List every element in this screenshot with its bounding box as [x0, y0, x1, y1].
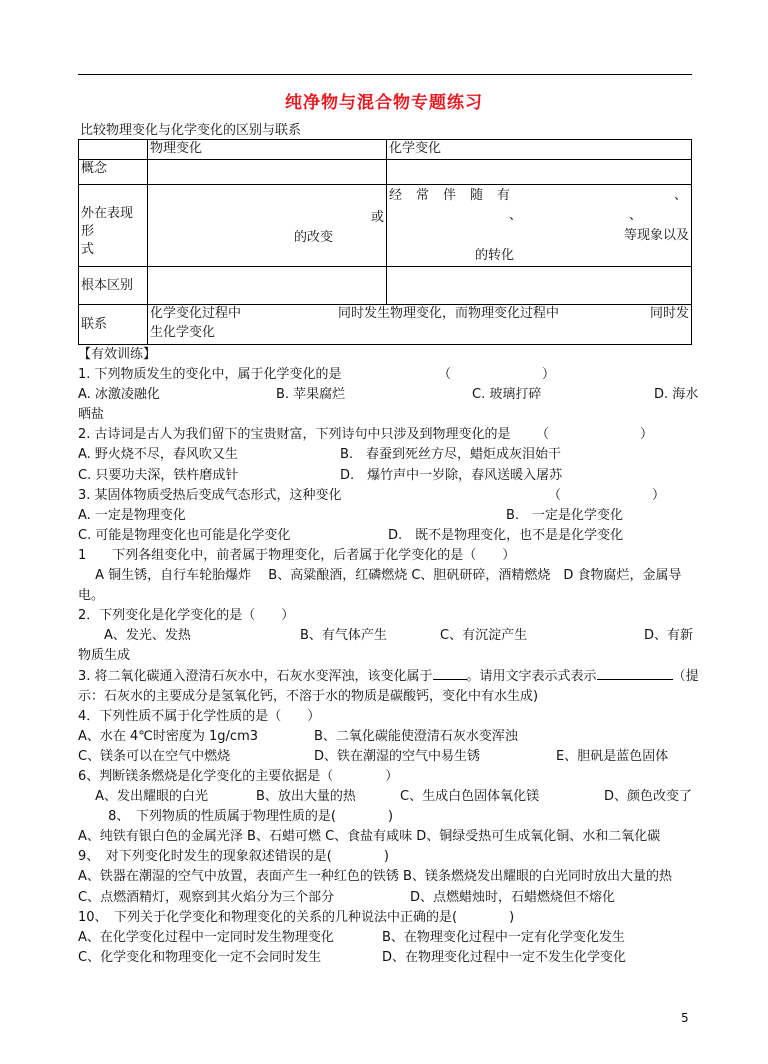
link-part2: 同时发生物理变化，而物理变化过程中 [338, 306, 560, 321]
question-line: 1 下列各组变化中，前者属于物理变化，后者属于化学变化的是（ ） [78, 547, 516, 563]
cell-concept-chemical [387, 160, 692, 185]
options-line: C、点燃酒精灯，观察到其火焰分为三个部分 D、点燃蜡烛时，石蜡燃烧但不熔化 [78, 889, 616, 905]
header-rule [78, 74, 692, 75]
chem-line3-text: 等现象以及 [623, 228, 689, 243]
chem-line4-text: 的转化 [475, 248, 515, 263]
question-line: 4．下列性质不属于化学性质的是（ ） [78, 708, 321, 724]
options-line: A 铜生锈，自行车轮胎爆炸 B、高粱酿酒，红磷燃烧 C、胆矾研碎，酒精燃烧 D 食物腐烂，金属导 [78, 568, 682, 584]
phys-or-text: 或 [370, 210, 384, 225]
text-line: 晒盐 [78, 407, 105, 423]
link-part3: 同时发 [649, 306, 689, 321]
options-line: A. 野火烧不尽，春风吹又生 B. 春蚕到死丝方尽，蜡炬成灰泪始干 [78, 447, 562, 463]
page-title: 纯净物与混合物专题练习 [285, 93, 483, 113]
options-line: C. 可能是物理变化也可能是化学变化 D. 既不是物理变化，也不是是化学变化 [78, 527, 624, 543]
row-appearance-label: 外在表现形 式 [79, 185, 148, 267]
question-line: 8、 下列物质的性质属于物理性质的是( ) [78, 809, 394, 825]
question-line: 3. 某固体物质受热后变成气态形式，这种变化 （ ） [78, 487, 666, 503]
cell-appearance-chemical [387, 185, 692, 267]
phys-change-text: 的改变 [294, 230, 334, 245]
text-line: 电。 [78, 588, 105, 604]
options-line: A. 冰激凌融化 B. 苹果腐烂 C. 玻璃打碎 D. 海水 [78, 387, 699, 403]
cell-link [148, 305, 692, 345]
options-line: A、铁器在潮湿的空气中放置，表面产生一种红色的铁锈 B、镁条燃烧发出耀眼的白光同时放出大量的热 [78, 869, 672, 885]
table-corner [79, 140, 148, 160]
question-line: 6、判断镁条燃烧是化学变化的主要依据是（ ） [78, 768, 399, 784]
section-heading: 【有效训练】 [78, 347, 157, 362]
header-physical: 物理变化 [148, 140, 387, 160]
row-concept-label: 概念 [79, 160, 148, 185]
cell-root-chemical [387, 267, 692, 305]
cell-appearance-physical [148, 185, 387, 267]
options-line: A. 一定是物理变化 B. 一定是化学变化 [78, 507, 624, 523]
question-line: 2．下列变化是化学变化的是（ ） [78, 608, 295, 624]
options-line: C、镁条可以在空气中燃烧 D、铁在潮湿的空气中易生锈 E、胆矾是蓝色固体 [78, 748, 669, 764]
text-line: 示：石灰水的主要成分是氢氧化钙，不溶于水的物质是碳酸钙，变化中有水生成) [78, 688, 539, 704]
comparison-table [78, 139, 692, 345]
question-line: 3. 将二氧化碳通入澄清石灰水中，石灰水变浑浊，该变化属于 。请用文字表示式表示 （提 [78, 668, 699, 684]
row-link-label: 联系 [79, 305, 148, 345]
chem-line1-text: 经常伴随有 [389, 188, 525, 203]
link-part1: 化学变化过程中 [150, 306, 242, 321]
intro-text: 比较物理变化与化学变化的区别与联系 [80, 123, 302, 138]
options-line: C. 只要功夫深，铁杵磨成针 D. 爆竹声中一岁除，春风送暖入屠苏 [78, 467, 563, 483]
options-line: A、纯铁有银白色的金属光泽 B、石蜡可燃 C、食盐有咸味 D、铜绿受热可生成氧化铜、水和二氧化碳 [78, 829, 661, 845]
options-line: A、发出耀眼的白光 B、放出大量的热 C、生成白色固体氧化镁 D、颜色改变了 [78, 789, 693, 805]
exercise-section [78, 345, 698, 968]
question-line: 2. 古诗词是古人为我们留下的宝贵财富，下列诗句中只涉及到物理变化的是 （ ） [78, 427, 654, 443]
page-number: 5 [681, 1011, 689, 1025]
question-line: 10、 下列关于化学变化和物理变化的关系的几种说法中正确的是( ) [78, 909, 515, 925]
chem-sep-1: 、 [673, 188, 687, 203]
cell-root-physical [148, 267, 387, 305]
question-line: 9、 对下列变化时发生的现象叙述错误的是( ) [78, 849, 389, 865]
options-line: A、发光、发热 B、有气体产生 C、有沉淀产生 D、有新 [78, 628, 694, 644]
question-line: 1. 下列物质发生的变化中，属于化学变化的是 （ ） [78, 367, 556, 383]
chem-sep-3: 、 [629, 208, 643, 223]
header-chemical: 化学变化 [387, 140, 692, 160]
link-line2: 生化学变化 [150, 325, 216, 340]
options-line: C、化学变化和物理变化一定不会同时发生 D、在物理变化过程中一定不发生化学变化 [78, 949, 627, 965]
text-line: 物质生成 [78, 648, 131, 664]
options-line: A、在化学变化过程中一定同时发生物理变化 B、在物理变化过程中一定有化学变化发生 [78, 929, 625, 945]
cell-concept-physical [148, 160, 387, 185]
chem-sep-2: 、 [509, 208, 523, 223]
row-root-label: 根本区别 [79, 267, 148, 305]
options-line: A、水在 4℃时密度为 1g/cm3 B、二氧化碳能使澄清石灰水变浑浊 [78, 728, 518, 744]
